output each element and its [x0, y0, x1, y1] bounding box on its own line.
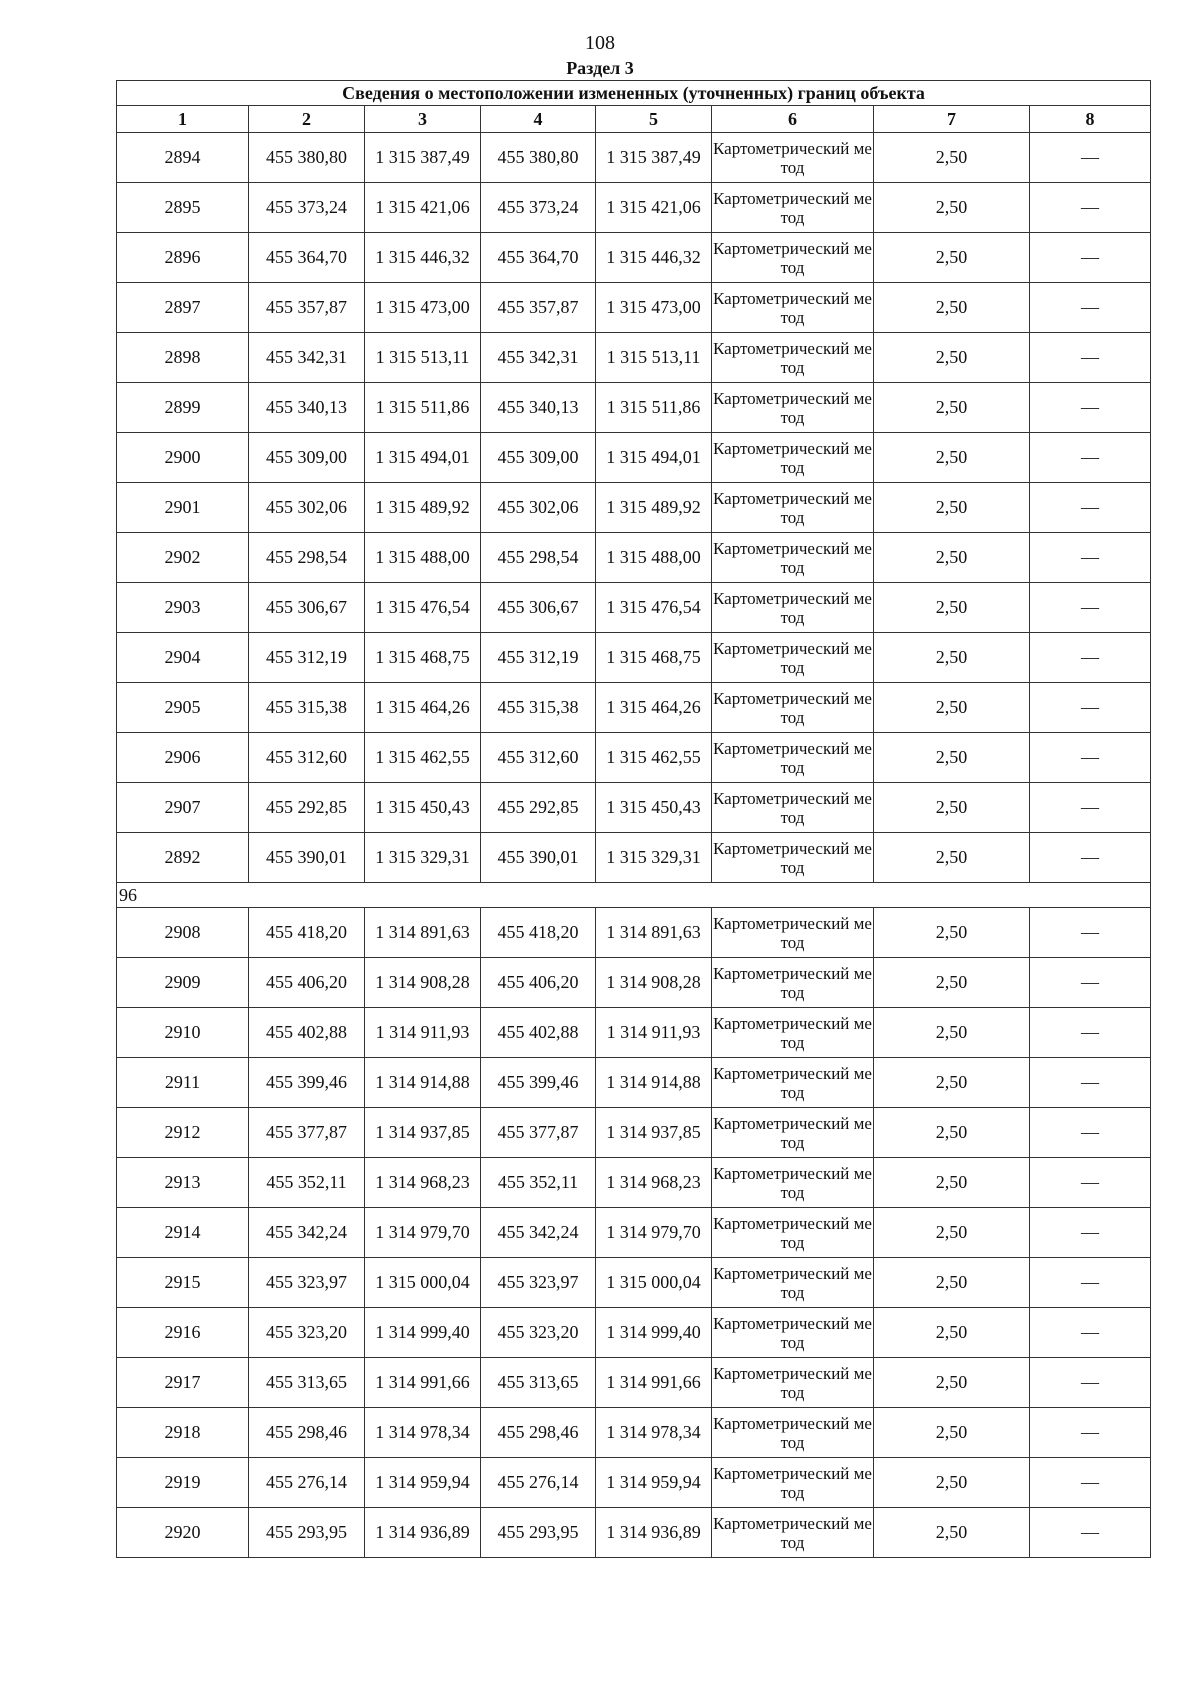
cell-accuracy: 2,50 [874, 833, 1030, 883]
cell-point-number: 2912 [117, 1108, 249, 1158]
cell-y-existing: 1 314 937,85 [365, 1108, 481, 1158]
cell-accuracy: 2,50 [874, 283, 1030, 333]
cell-method: Картометрический метод [712, 1108, 874, 1158]
cell-y-new: 1 315 462,55 [596, 733, 712, 783]
cell-method: Картометрический метод [712, 1458, 874, 1508]
cell-accuracy: 2,50 [874, 133, 1030, 183]
cell-y-new: 1 314 914,88 [596, 1058, 712, 1108]
cell-y-existing: 1 315 494,01 [365, 433, 481, 483]
cell-method: Картометрический метод [712, 1158, 874, 1208]
cell-method: Картометрический метод [712, 1058, 874, 1108]
cell-method: Картометрический метод [712, 833, 874, 883]
cell-accuracy: 2,50 [874, 1508, 1030, 1558]
cell-y-new: 1 315 513,11 [596, 333, 712, 383]
cell-accuracy: 2,50 [874, 483, 1030, 533]
cell-x-new: 455 380,80 [481, 133, 596, 183]
cell-x-existing: 455 292,85 [249, 783, 365, 833]
cell-method: Картометрический метод [712, 683, 874, 733]
table-row [117, 433, 1151, 483]
cell-point-number: 2916 [117, 1308, 249, 1358]
cell-x-existing: 455 364,70 [249, 233, 365, 283]
cell-y-existing: 1 314 978,34 [365, 1408, 481, 1458]
cell-y-existing: 1 314 911,93 [365, 1008, 481, 1058]
cell-x-new: 455 315,38 [481, 683, 596, 733]
column-number-row [117, 106, 1151, 133]
table-row [117, 333, 1151, 383]
column-number-2: 2 [249, 106, 365, 133]
cell-point-number: 2898 [117, 333, 249, 383]
table-row [117, 583, 1151, 633]
cell-x-existing: 455 309,00 [249, 433, 365, 483]
table-row [117, 1308, 1151, 1358]
cell-x-existing: 455 340,13 [249, 383, 365, 433]
cell-x-existing: 455 313,65 [249, 1358, 365, 1408]
cell-description: — [1030, 483, 1151, 533]
cell-x-new: 455 402,88 [481, 1008, 596, 1058]
cell-method: Картометрический метод [712, 1408, 874, 1458]
cell-x-new: 455 357,87 [481, 283, 596, 333]
cell-x-existing: 455 377,87 [249, 1108, 365, 1158]
table-row [117, 958, 1151, 1008]
cell-point-number: 2895 [117, 183, 249, 233]
cell-y-existing: 1 315 421,06 [365, 183, 481, 233]
table-body [117, 133, 1151, 1558]
cell-point-number: 2913 [117, 1158, 249, 1208]
cell-y-new: 1 314 978,34 [596, 1408, 712, 1458]
cell-y-existing: 1 315 513,11 [365, 333, 481, 383]
cell-point-number: 2900 [117, 433, 249, 483]
cell-point-number: 2910 [117, 1008, 249, 1058]
cell-x-existing: 455 352,11 [249, 1158, 365, 1208]
table-row [117, 183, 1151, 233]
cell-description: — [1030, 1458, 1151, 1508]
cell-method: Картометрический метод [712, 133, 874, 183]
cell-y-new: 1 315 446,32 [596, 233, 712, 283]
cell-x-new: 455 323,97 [481, 1258, 596, 1308]
cell-accuracy: 2,50 [874, 1158, 1030, 1208]
cell-y-existing: 1 314 991,66 [365, 1358, 481, 1408]
table-caption: Сведения о местоположении измененных (уточненных) границ объекта [117, 81, 1151, 106]
section-title: Раздел 3 [566, 58, 634, 78]
cell-accuracy: 2,50 [874, 1108, 1030, 1158]
cell-x-existing: 455 323,20 [249, 1308, 365, 1358]
column-number-8: 8 [1030, 106, 1151, 133]
cell-point-number: 2903 [117, 583, 249, 633]
cell-description: — [1030, 283, 1151, 333]
cell-method: Картометрический метод [712, 1208, 874, 1258]
cell-y-new: 1 314 991,66 [596, 1358, 712, 1408]
cell-x-new: 455 342,31 [481, 333, 596, 383]
cell-accuracy: 2,50 [874, 583, 1030, 633]
table-row [117, 133, 1151, 183]
cell-description: — [1030, 633, 1151, 683]
cell-y-existing: 1 315 476,54 [365, 583, 481, 633]
cell-accuracy: 2,50 [874, 433, 1030, 483]
table-row [117, 908, 1151, 958]
cell-x-existing: 455 390,01 [249, 833, 365, 883]
cell-x-new: 455 342,24 [481, 1208, 596, 1258]
cell-method: Картометрический метод [712, 383, 874, 433]
cell-x-existing: 455 373,24 [249, 183, 365, 233]
cell-point-number: 2918 [117, 1408, 249, 1458]
cell-y-existing: 1 314 979,70 [365, 1208, 481, 1258]
cell-method: Картометрический метод [712, 1508, 874, 1558]
cell-x-new: 455 298,46 [481, 1408, 596, 1458]
cell-method: Картометрический метод [712, 183, 874, 233]
cell-point-number: 2917 [117, 1358, 249, 1408]
cell-accuracy: 2,50 [874, 958, 1030, 1008]
cell-y-existing: 1 314 968,23 [365, 1158, 481, 1208]
table-row [117, 1058, 1151, 1108]
cell-x-existing: 455 342,24 [249, 1208, 365, 1258]
cell-method: Картометрический метод [712, 483, 874, 533]
cell-point-number: 2896 [117, 233, 249, 283]
cell-y-new: 1 314 936,89 [596, 1508, 712, 1558]
cell-point-number: 2914 [117, 1208, 249, 1258]
cell-method: Картометрический метод [712, 1358, 874, 1408]
boundary-coordinates-table [116, 80, 1151, 1558]
cell-method: Картометрический метод [712, 233, 874, 283]
table-row [117, 533, 1151, 583]
cell-y-new: 1 315 473,00 [596, 283, 712, 333]
cell-x-existing: 455 399,46 [249, 1058, 365, 1108]
cell-point-number: 2905 [117, 683, 249, 733]
cell-x-existing: 455 357,87 [249, 283, 365, 333]
cell-y-existing: 1 315 511,86 [365, 383, 481, 433]
cell-point-number: 2909 [117, 958, 249, 1008]
cell-x-new: 455 312,60 [481, 733, 596, 783]
cell-y-new: 1 315 476,54 [596, 583, 712, 633]
table-row [117, 383, 1151, 433]
cell-accuracy: 2,50 [874, 633, 1030, 683]
cell-y-new: 1 315 489,92 [596, 483, 712, 533]
cell-y-new: 1 314 979,70 [596, 1208, 712, 1258]
cell-description: — [1030, 433, 1151, 483]
cell-description: — [1030, 1208, 1151, 1258]
cell-y-existing: 1 315 329,31 [365, 833, 481, 883]
table-row [117, 1358, 1151, 1408]
cell-x-new: 455 373,24 [481, 183, 596, 233]
cell-method: Картометрический метод [712, 1258, 874, 1308]
table-row [117, 833, 1151, 883]
cell-x-existing: 455 402,88 [249, 1008, 365, 1058]
cell-point-number: 2915 [117, 1258, 249, 1308]
cell-accuracy: 2,50 [874, 333, 1030, 383]
column-number-6: 6 [712, 106, 874, 133]
table-row [117, 1108, 1151, 1158]
cell-point-number: 2919 [117, 1458, 249, 1508]
cell-description: — [1030, 133, 1151, 183]
cell-y-new: 1 315 488,00 [596, 533, 712, 583]
cell-accuracy: 2,50 [874, 1258, 1030, 1308]
cell-x-new: 455 340,13 [481, 383, 596, 433]
cell-y-new: 1 315 450,43 [596, 783, 712, 833]
cell-method: Картометрический метод [712, 1008, 874, 1058]
cell-accuracy: 2,50 [874, 1358, 1030, 1408]
cell-y-existing: 1 314 999,40 [365, 1308, 481, 1358]
cell-y-new: 1 315 511,86 [596, 383, 712, 433]
cell-method: Картометрический метод [712, 583, 874, 633]
cell-y-existing: 1 314 914,88 [365, 1058, 481, 1108]
cell-description: — [1030, 908, 1151, 958]
boundary-table-container [116, 80, 1150, 1558]
cell-y-new: 1 315 494,01 [596, 433, 712, 483]
cell-point-number: 2892 [117, 833, 249, 883]
cell-y-new: 1 315 329,31 [596, 833, 712, 883]
column-number-5: 5 [596, 106, 712, 133]
cell-description: — [1030, 1358, 1151, 1408]
cell-description: — [1030, 1508, 1151, 1558]
cell-accuracy: 2,50 [874, 183, 1030, 233]
cell-y-existing: 1 314 908,28 [365, 958, 481, 1008]
cell-x-new: 455 306,67 [481, 583, 596, 633]
cell-point-number: 2902 [117, 533, 249, 583]
page-number: 108 [585, 32, 615, 54]
cell-point-number: 2906 [117, 733, 249, 783]
cell-x-existing: 455 323,97 [249, 1258, 365, 1308]
cell-x-existing: 455 302,06 [249, 483, 365, 533]
cell-y-existing: 1 315 462,55 [365, 733, 481, 783]
cell-x-new: 455 309,00 [481, 433, 596, 483]
cell-y-new: 1 314 959,94 [596, 1458, 712, 1508]
table-row [117, 1158, 1151, 1208]
cell-x-new: 455 313,65 [481, 1358, 596, 1408]
table-row [117, 483, 1151, 533]
cell-method: Картометрический метод [712, 908, 874, 958]
cell-description: — [1030, 233, 1151, 283]
table-row [117, 1458, 1151, 1508]
cell-y-existing: 1 315 450,43 [365, 783, 481, 833]
cell-description: — [1030, 583, 1151, 633]
cell-x-new: 455 298,54 [481, 533, 596, 583]
cell-x-new: 455 312,19 [481, 633, 596, 683]
cell-y-new: 1 315 464,26 [596, 683, 712, 733]
group-label: 96 [117, 883, 1151, 908]
cell-y-existing: 1 315 000,04 [365, 1258, 481, 1308]
cell-accuracy: 2,50 [874, 1458, 1030, 1508]
cell-description: — [1030, 783, 1151, 833]
table-row [117, 1208, 1151, 1258]
group-row [117, 883, 1151, 908]
cell-y-existing: 1 314 959,94 [365, 1458, 481, 1508]
cell-x-existing: 455 298,54 [249, 533, 365, 583]
cell-y-new: 1 314 937,85 [596, 1108, 712, 1158]
cell-point-number: 2908 [117, 908, 249, 958]
cell-x-existing: 455 312,60 [249, 733, 365, 783]
cell-y-existing: 1 314 891,63 [365, 908, 481, 958]
table-row [117, 1408, 1151, 1458]
cell-description: — [1030, 533, 1151, 583]
cell-x-existing: 455 418,20 [249, 908, 365, 958]
cell-x-new: 455 418,20 [481, 908, 596, 958]
cell-x-new: 455 390,01 [481, 833, 596, 883]
cell-y-existing: 1 315 464,26 [365, 683, 481, 733]
cell-x-new: 455 292,85 [481, 783, 596, 833]
cell-y-new: 1 314 911,93 [596, 1008, 712, 1058]
cell-x-existing: 455 380,80 [249, 133, 365, 183]
cell-x-existing: 455 315,38 [249, 683, 365, 733]
cell-y-existing: 1 315 446,32 [365, 233, 481, 283]
cell-point-number: 2904 [117, 633, 249, 683]
table-row [117, 1258, 1151, 1308]
table-row [117, 283, 1151, 333]
cell-description: — [1030, 1408, 1151, 1458]
column-number-3: 3 [365, 106, 481, 133]
cell-y-existing: 1 315 488,00 [365, 533, 481, 583]
column-number-1: 1 [117, 106, 249, 133]
cell-accuracy: 2,50 [874, 683, 1030, 733]
table-row [117, 783, 1151, 833]
table-row [117, 733, 1151, 783]
cell-point-number: 2907 [117, 783, 249, 833]
cell-description: — [1030, 383, 1151, 433]
cell-point-number: 2899 [117, 383, 249, 433]
cell-y-new: 1 315 468,75 [596, 633, 712, 683]
table-row [117, 1508, 1151, 1558]
cell-x-existing: 455 312,19 [249, 633, 365, 683]
cell-description: — [1030, 1108, 1151, 1158]
table-row [117, 633, 1151, 683]
table-row [117, 233, 1151, 283]
cell-y-existing: 1 315 473,00 [365, 283, 481, 333]
cell-description: — [1030, 1258, 1151, 1308]
cell-description: — [1030, 1058, 1151, 1108]
cell-y-new: 1 314 891,63 [596, 908, 712, 958]
cell-method: Картометрический метод [712, 958, 874, 1008]
cell-accuracy: 2,50 [874, 533, 1030, 583]
cell-description: — [1030, 1158, 1151, 1208]
cell-method: Картометрический метод [712, 783, 874, 833]
cell-y-new: 1 315 387,49 [596, 133, 712, 183]
cell-accuracy: 2,50 [874, 1308, 1030, 1358]
cell-x-existing: 455 276,14 [249, 1458, 365, 1508]
cell-x-existing: 455 306,67 [249, 583, 365, 633]
cell-x-new: 455 406,20 [481, 958, 596, 1008]
cell-accuracy: 2,50 [874, 383, 1030, 433]
cell-accuracy: 2,50 [874, 1058, 1030, 1108]
cell-x-new: 455 352,11 [481, 1158, 596, 1208]
cell-method: Картометрический метод [712, 1308, 874, 1358]
cell-accuracy: 2,50 [874, 733, 1030, 783]
cell-accuracy: 2,50 [874, 233, 1030, 283]
cell-y-new: 1 314 968,23 [596, 1158, 712, 1208]
cell-description: — [1030, 833, 1151, 883]
cell-description: — [1030, 733, 1151, 783]
cell-x-new: 455 323,20 [481, 1308, 596, 1358]
cell-x-existing: 455 293,95 [249, 1508, 365, 1558]
cell-accuracy: 2,50 [874, 1408, 1030, 1458]
cell-y-new: 1 315 421,06 [596, 183, 712, 233]
cell-description: — [1030, 183, 1151, 233]
cell-y-new: 1 314 908,28 [596, 958, 712, 1008]
cell-y-existing: 1 315 387,49 [365, 133, 481, 183]
cell-point-number: 2901 [117, 483, 249, 533]
column-number-4: 4 [481, 106, 596, 133]
cell-y-new: 1 314 999,40 [596, 1308, 712, 1358]
cell-x-existing: 455 406,20 [249, 958, 365, 1008]
cell-x-new: 455 377,87 [481, 1108, 596, 1158]
table-row [117, 1008, 1151, 1058]
cell-y-existing: 1 314 936,89 [365, 1508, 481, 1558]
cell-method: Картометрический метод [712, 433, 874, 483]
cell-point-number: 2911 [117, 1058, 249, 1108]
cell-method: Картометрический метод [712, 533, 874, 583]
cell-description: — [1030, 1308, 1151, 1358]
cell-point-number: 2920 [117, 1508, 249, 1558]
cell-accuracy: 2,50 [874, 1208, 1030, 1258]
cell-method: Картометрический метод [712, 633, 874, 683]
cell-accuracy: 2,50 [874, 1008, 1030, 1058]
cell-x-new: 455 399,46 [481, 1058, 596, 1108]
cell-method: Картометрический метод [712, 283, 874, 333]
cell-accuracy: 2,50 [874, 908, 1030, 958]
cell-method: Картометрический метод [712, 733, 874, 783]
cell-y-existing: 1 315 468,75 [365, 633, 481, 683]
cell-description: — [1030, 1008, 1151, 1058]
cell-x-existing: 455 342,31 [249, 333, 365, 383]
cell-point-number: 2894 [117, 133, 249, 183]
cell-x-existing: 455 298,46 [249, 1408, 365, 1458]
cell-accuracy: 2,50 [874, 783, 1030, 833]
column-number-7: 7 [874, 106, 1030, 133]
cell-x-new: 455 302,06 [481, 483, 596, 533]
cell-point-number: 2897 [117, 283, 249, 333]
cell-x-new: 455 364,70 [481, 233, 596, 283]
cell-description: — [1030, 958, 1151, 1008]
cell-description: — [1030, 683, 1151, 733]
cell-y-new: 1 315 000,04 [596, 1258, 712, 1308]
cell-description: — [1030, 333, 1151, 383]
cell-x-new: 455 293,95 [481, 1508, 596, 1558]
table-row [117, 683, 1151, 733]
cell-x-new: 455 276,14 [481, 1458, 596, 1508]
cell-method: Картометрический метод [712, 333, 874, 383]
cell-y-existing: 1 315 489,92 [365, 483, 481, 533]
